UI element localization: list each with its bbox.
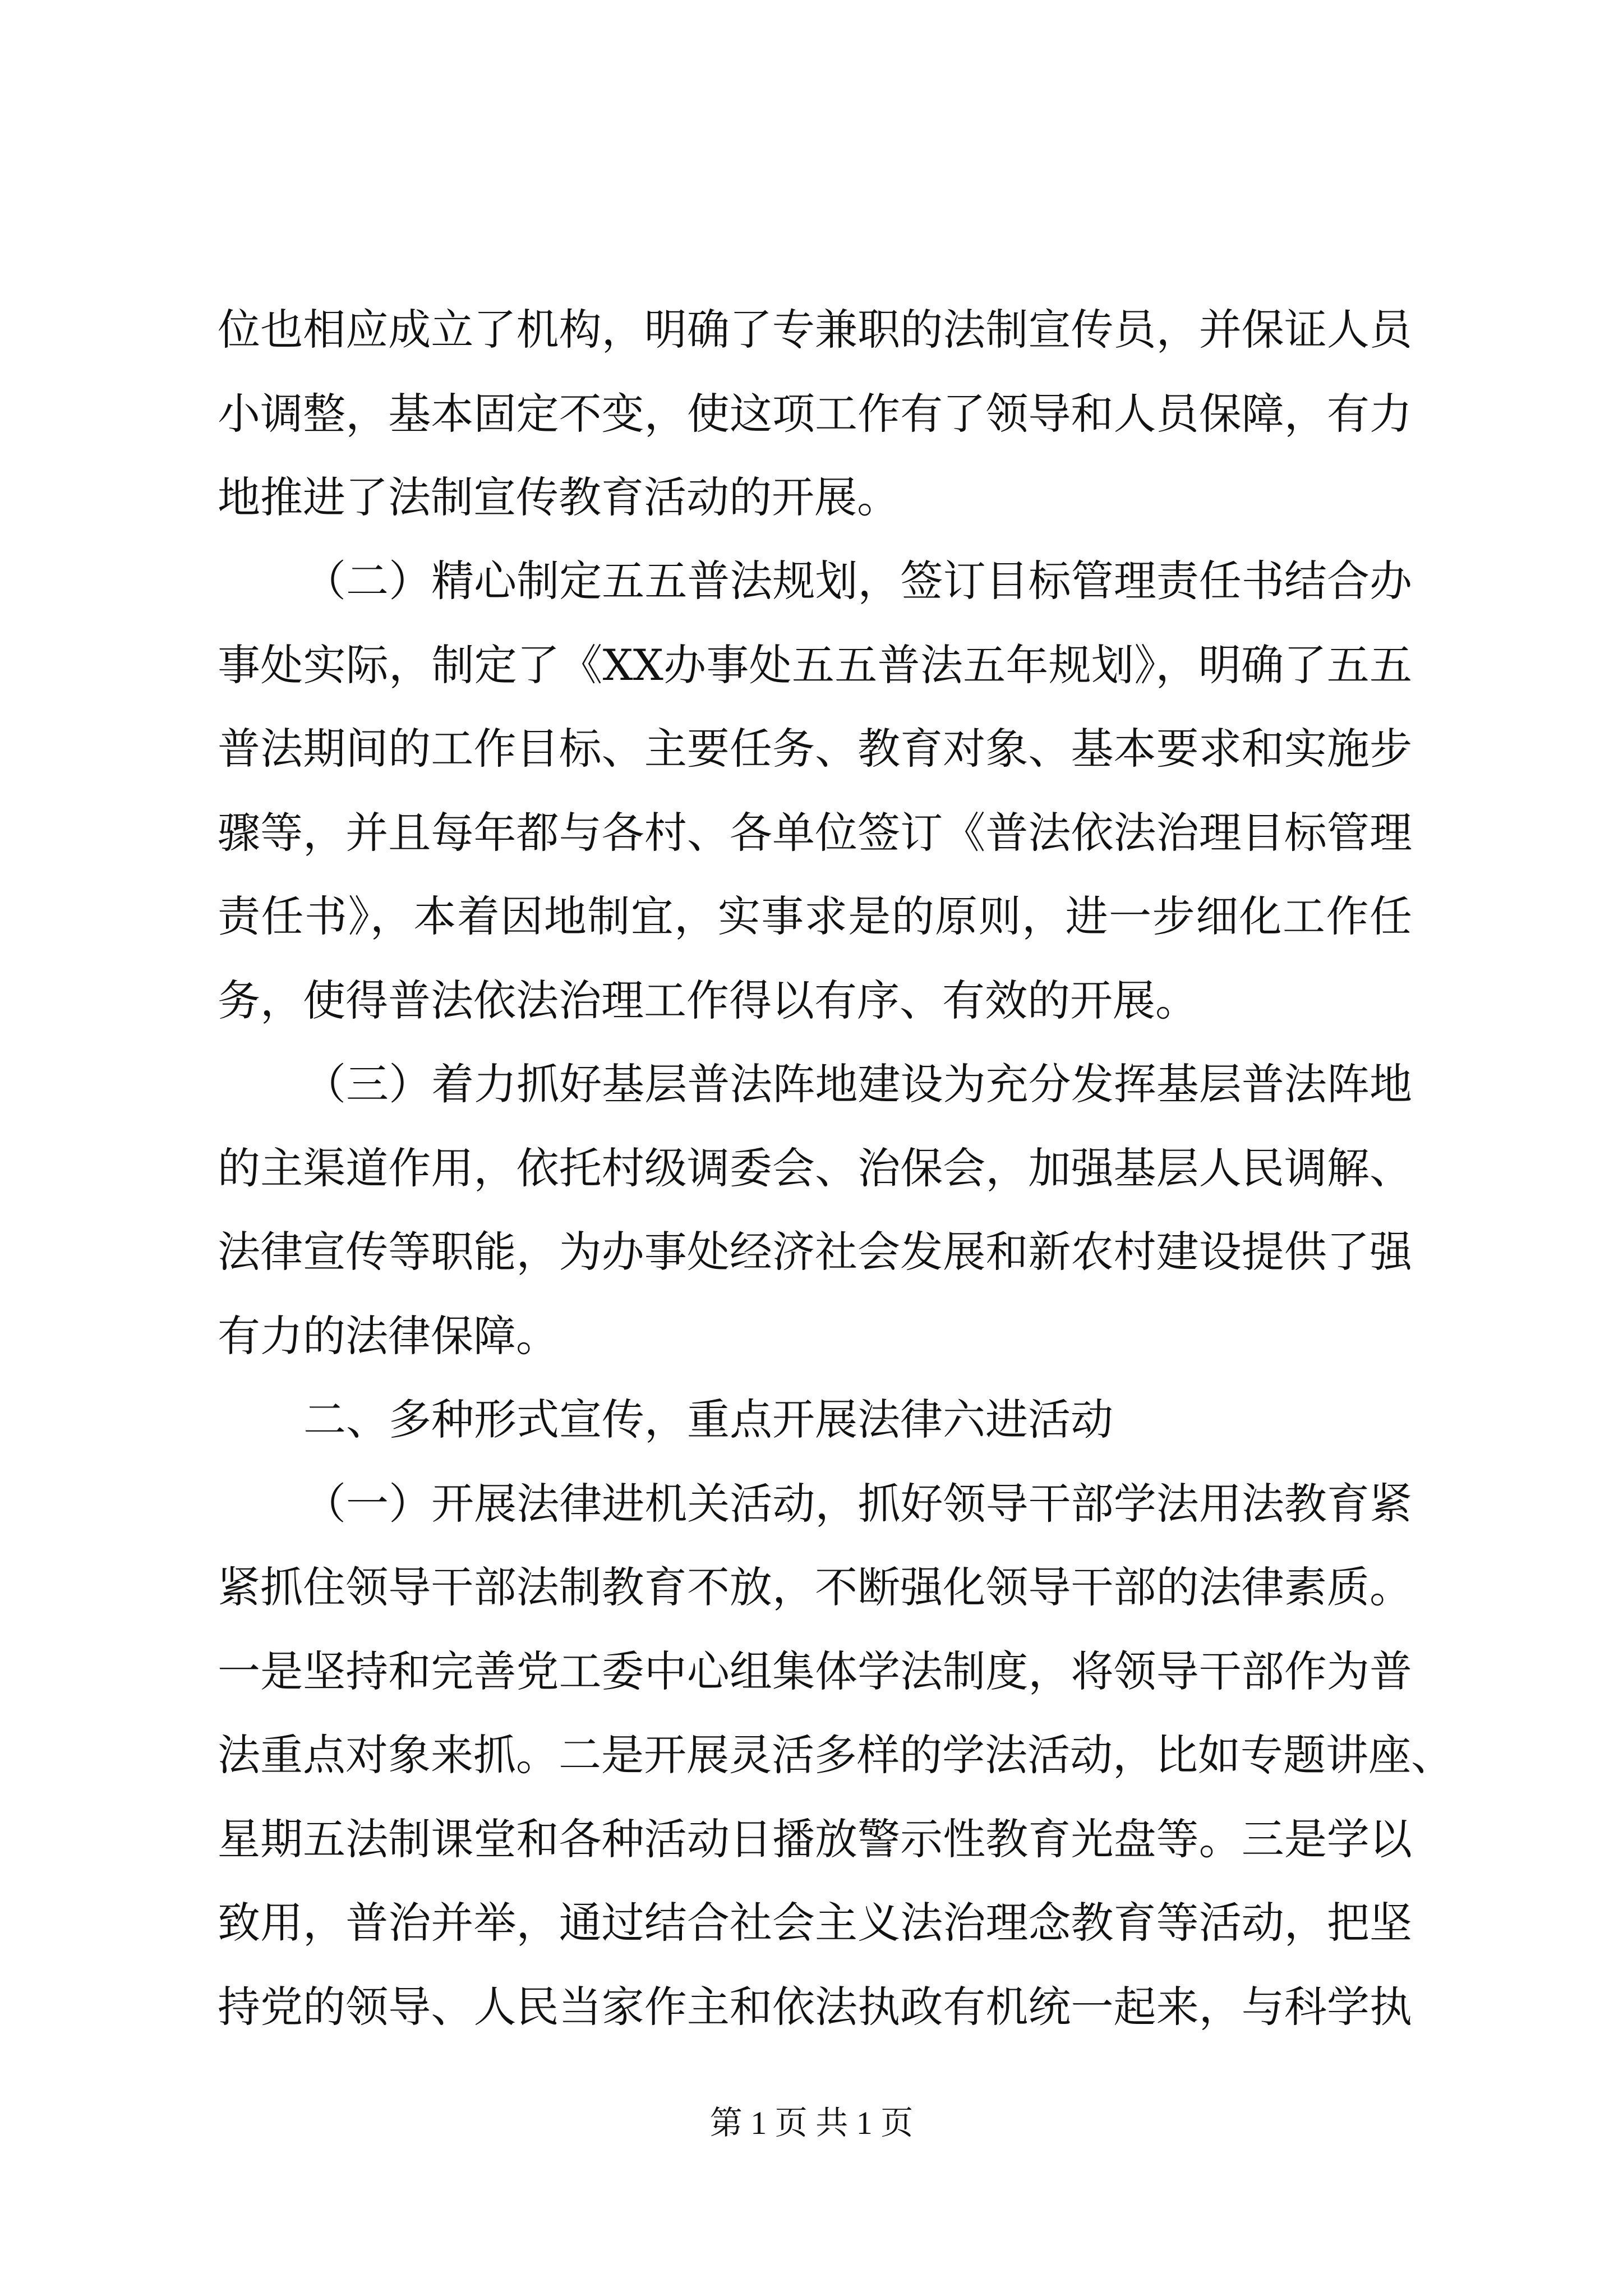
paragraph-first-line: （三）着力抓好基层普法阵地建设为充分发挥基层普法阵地 [303, 1059, 1412, 1109]
paragraph-first-line: （一）开展法律进机关活动，抓好领导干部学法用法教育紧 [303, 1479, 1412, 1529]
paragraph-first-line: （二）精心制定五五普法规划，签订目标管理责任书结合办 [303, 556, 1412, 606]
body-line: 星期五法制课堂和各种活动日播放警示性教育光盘等。三是学以 [218, 1814, 1412, 1864]
body-line: 位也相应成立了机构，明确了专兼职的法制宣传员，并保证人员 [218, 305, 1412, 355]
page-number-footer: 第 1 页 共 1 页 [709, 2105, 914, 2141]
body-line: 致用，普治并举，通过结合社会主义法治理念教育等活动，把坚 [218, 1898, 1412, 1948]
body-line: 法律宣传等职能，为办事处经济社会发展和新农村建设提供了强 [218, 1227, 1412, 1277]
body-line: 责任书》，本着因地制宜，实事求是的原则，进一步细化工作任 [218, 891, 1412, 941]
body-line: 法重点对象来抓。二是开展灵活多样的学法活动，比如专题讲座、 [218, 1730, 1454, 1780]
body-line: 紧抓住领导干部法制教育不放，不断强化领导干部的法律素质。 [218, 1562, 1412, 1612]
body-line: 有力的法律保障。 [218, 1311, 559, 1361]
body-line: 普法期间的工作目标、主要任务、教育对象、基本要求和实施步 [218, 724, 1412, 774]
body-line: 务，使得普法依法治理工作得以有序、有效的开展。 [218, 976, 1198, 1025]
body-line: 一是坚持和完善党工委中心组集体学法制度，将领导干部作为普 [218, 1646, 1412, 1696]
body-line: 小调整，基本固定不变，使这项工作有了领导和人员保障，有力 [218, 389, 1412, 439]
body-line: 持党的领导、人民当家作主和依法执政有机统一起来，与科学执 [218, 1982, 1412, 2032]
body-line: 骤等，并且每年都与各村、各单位签订《普法依法治理目标管理 [218, 808, 1412, 858]
body-line: 事处实际，制定了《XX办事处五五普法五年规划》，明确了五五 [218, 640, 1412, 690]
body-line: 地推进了法制宣传教育活动的开展。 [218, 472, 900, 522]
section-heading: 二、多种形式宣传，重点开展法律六进活动 [303, 1395, 1113, 1444]
body-line: 的主渠道作用，依托村级调委会、治保会，加强基层人民调解、 [218, 1143, 1412, 1193]
